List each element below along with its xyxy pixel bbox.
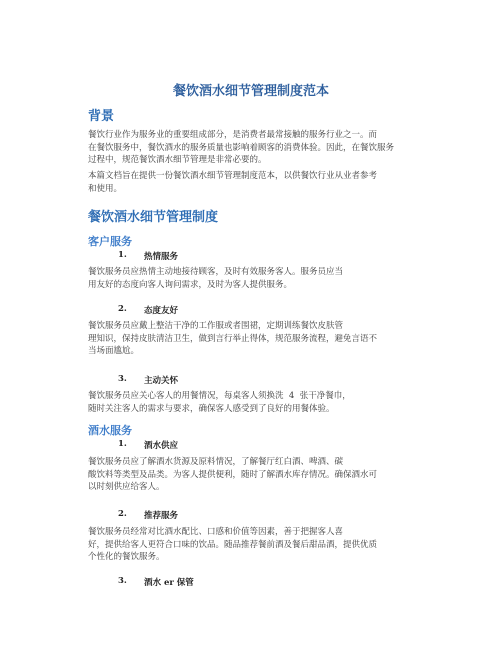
- item-title: 主动关怀: [144, 376, 179, 386]
- item-title: 酒水供应: [144, 441, 179, 451]
- item-title: 热情服务: [144, 252, 179, 262]
- section-heading-customer-service: 客户服务: [88, 235, 132, 248]
- item-number: 2.: [118, 304, 127, 314]
- background-heading: 背景: [88, 109, 115, 124]
- item-text: 餐饮服务员应了解酒水货源及原料情况，了解餐厅红白酒、啤酒、碳 酸饮料等类型及品类。为客人提供便利，随时了解酒水库存情况。确保酒水可 以时刻供应给客人。: [88, 457, 378, 492]
- item-title: 推荐服务: [144, 511, 179, 521]
- item-text: 餐饮服务员应关心客人的用餐情况，每桌客人须换洗 4 张干净餐巾， 随时关注客人的需求与要求，确保客人感受到了良好的用餐体验。: [88, 391, 351, 414]
- item-text: 餐饮服务员应戴上整洁干净的工作服或者围裙，定期训练餐饮皮肤管 理知识，保持皮肤清洁卫生，做到言行举止得体，规范服务流程，避免言语不 当场面尴尬。: [88, 321, 378, 356]
- item-number: 2.: [118, 509, 127, 519]
- system-heading: 餐饮酒水细节管理制度: [88, 210, 219, 225]
- background-paragraph-2: 本篇文档旨在提供一份餐饮酒水细节管理制度范本，以供餐饮行业从业者参考 和使用。: [88, 171, 378, 194]
- item-number: 1.: [118, 439, 127, 449]
- document-title: 餐饮酒水细节管理制度范本: [172, 84, 329, 99]
- item-text: 餐饮服务员应热情主动地接待顾客，及时有效服务客人。服务员应当 用友好的态度向客人询问需求，及时为客人提供服务。: [88, 267, 344, 290]
- item-number: 3.: [118, 374, 127, 384]
- background-paragraph-1: 餐饮行业作为服务业的重要组成部分，是消费者最常接触的服务行业之一。而 在餐饮服务中，餐饮酒水的服务质量也影响着顾客的消费体验。因此，在餐饮服务 过程中，规范餐饮酒水细节管理是非常必要的。: [88, 130, 395, 165]
- item-number: 1.: [118, 250, 127, 260]
- section-heading-beverage-service: 酒水服务: [88, 424, 132, 437]
- item-text: 餐饮服务员经常对比酒水配比、口感和价值等因素，善于把握客人喜 好，提供给客人更符合口味的饮品。随品推荐餐前酒及餐后甜品酒，提供优质 个性化的餐饮服务。: [88, 527, 378, 562]
- item-number: 3.: [118, 576, 127, 586]
- item-title: 酒水 er 保管: [144, 578, 194, 588]
- item-title: 态度友好: [144, 306, 179, 316]
